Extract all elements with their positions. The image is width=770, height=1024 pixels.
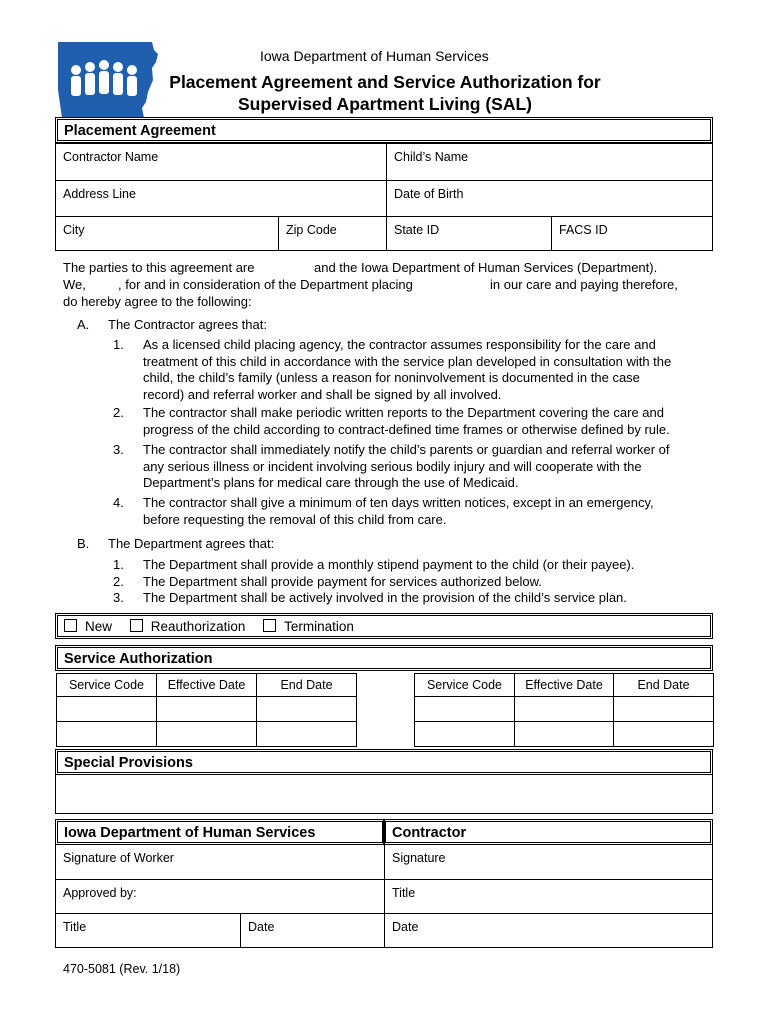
- signature-fields: [55, 844, 713, 948]
- agency-name: Iowa Department of Human Services: [260, 48, 489, 64]
- service-cell[interactable]: [257, 697, 357, 722]
- title-line-1: Placement Agreement and Service Authorization for: [169, 72, 601, 92]
- section-b-item-number: 1.: [113, 557, 124, 572]
- new-checkbox[interactable]: [64, 619, 77, 632]
- facs-id-field[interactable]: FACS ID: [551, 216, 713, 251]
- col-service-code: Service Code: [57, 674, 157, 697]
- section-a-item-line: The contractor shall make periodic written reports to the Department covering the care and: [143, 405, 664, 420]
- service-cell[interactable]: [257, 722, 357, 747]
- state-id-field[interactable]: State ID: [386, 216, 551, 251]
- section-a-item-number: 1.: [113, 337, 124, 352]
- service-table-right: [414, 673, 714, 747]
- section-a-item-line: child, the child’s family (unless a reason for noninvolvement is documented in the case: [143, 370, 640, 385]
- dhs-title-field[interactable]: Title: [56, 913, 240, 948]
- placement-fields: [55, 143, 713, 251]
- section-a-item-line: The contractor shall immediately notify the child’s parents or guardian and referral worker of: [143, 442, 670, 457]
- reauth-label: Reauthorization: [150, 619, 246, 634]
- agreement-line-1a: The parties to this agreement are: [63, 260, 255, 275]
- agreement-line-2a: We,: [63, 277, 86, 292]
- reauth-option[interactable]: [130, 619, 246, 634]
- placement-agreement-heading: Placement Agreement: [55, 117, 713, 143]
- col-end-date: End Date: [614, 674, 714, 697]
- col-service-code: Service Code: [415, 674, 515, 697]
- section-a-item-number: 4.: [113, 495, 124, 510]
- agreement-line-2c: in our care and paying therefore,: [490, 277, 678, 292]
- col-effective-date: Effective Date: [515, 674, 614, 697]
- section-b-label: B.: [77, 536, 90, 551]
- term-checkbox[interactable]: [263, 619, 276, 632]
- section-b-item-number: 3.: [113, 590, 124, 605]
- col-end-date: End Date: [257, 674, 357, 697]
- section-b-item-text: The Department shall provide payment for services authorized below.: [143, 573, 542, 589]
- dhs-signature-heading: Iowa Department of Human Services: [55, 819, 385, 845]
- contractor-title-field[interactable]: Title: [384, 879, 713, 913]
- term-label: Termination: [284, 619, 354, 634]
- special-provisions-heading: Special Provisions: [55, 749, 713, 775]
- zip-code-field[interactable]: Zip Code: [278, 216, 386, 251]
- service-table-left: [56, 673, 357, 747]
- address-line-field[interactable]: Address Line: [56, 180, 386, 216]
- service-cell[interactable]: [515, 697, 614, 722]
- section-a-item-number: 3.: [113, 442, 124, 457]
- section-b-item-number: 2.: [113, 573, 124, 589]
- authorization-type-row: [55, 613, 713, 639]
- approved-by-field[interactable]: Approved by:: [56, 879, 384, 913]
- service-cell[interactable]: [157, 697, 257, 722]
- section-a-item-line: any serious illness or incident involving serious bodily injury and will cooperate with the: [143, 458, 642, 474]
- form-number: 470-5081 (Rev. 1/18): [63, 962, 181, 976]
- section-a-label: A.: [77, 317, 90, 332]
- contractor-signature-heading: Contractor: [383, 819, 713, 845]
- service-cell[interactable]: [415, 697, 515, 722]
- section-b-item-text: The Department shall be actively involved in the provision of the child’s service plan.: [143, 590, 627, 605]
- signature-of-worker-field[interactable]: Signature of Worker: [63, 851, 174, 865]
- section-a-item-line: record) and referral worker and shall be signed by all involved.: [143, 386, 502, 402]
- reauth-checkbox[interactable]: [130, 619, 143, 632]
- service-cell[interactable]: [57, 697, 157, 722]
- agreement-line-2b: , for and in consideration of the Department placing: [118, 277, 413, 292]
- date-of-birth-field[interactable]: Date of Birth: [386, 180, 713, 216]
- section-a-item-line: before requesting the removal of this child from care.: [143, 511, 447, 527]
- contractor-name-field[interactable]: Contractor Name: [63, 150, 159, 164]
- section-a-item-line: Department’s plans for medical care through the use of Medicaid.: [143, 475, 519, 490]
- new-option[interactable]: [64, 619, 112, 634]
- title-line-2: Supervised Apartment Living (SAL): [238, 94, 532, 114]
- service-cell[interactable]: [157, 722, 257, 747]
- service-cell[interactable]: [614, 722, 714, 747]
- section-b-item-text: The Department shall provide a monthly stipend payment to the child (or their payee).: [143, 557, 635, 572]
- section-a-item-line: progress of the child according to contract-defined time frames or otherwise defined by rule.: [143, 421, 670, 437]
- service-authorization-heading: Service Authorization: [55, 645, 713, 671]
- dhs-date-field[interactable]: Date: [240, 913, 384, 948]
- section-a-item-line: As a licensed child placing agency, the contractor assumes responsibility for the care and: [143, 337, 656, 352]
- service-cell[interactable]: [57, 722, 157, 747]
- section-a-item-number: 2.: [113, 405, 124, 420]
- contractor-signature-field[interactable]: Signature: [384, 845, 713, 879]
- section-a-item-line: treatment of this child in accordance with the service plan developed in consultation with the: [143, 353, 672, 369]
- contractor-date-field[interactable]: Date: [384, 913, 713, 948]
- new-label: New: [85, 619, 113, 634]
- section-b-text: The Department agrees that:: [108, 536, 275, 551]
- col-effective-date: Effective Date: [157, 674, 257, 697]
- city-field[interactable]: City: [56, 216, 278, 251]
- section-a-text: The Contractor agrees that:: [108, 317, 267, 332]
- special-provisions-field[interactable]: [55, 774, 713, 814]
- form-title: [140, 71, 630, 115]
- service-cell[interactable]: [415, 722, 515, 747]
- section-a-item-line: The contractor shall give a minimum of ten days written notices, except in an emergency,: [143, 495, 654, 510]
- agreement-line-3: do hereby agree to the following:: [63, 294, 252, 309]
- service-cell[interactable]: [614, 697, 714, 722]
- childs-name-field[interactable]: Child’s Name: [386, 144, 713, 180]
- term-option[interactable]: [263, 619, 354, 634]
- service-cell[interactable]: [515, 722, 614, 747]
- agreement-line-1b: and the Iowa Department of Human Services (Department).: [314, 260, 658, 275]
